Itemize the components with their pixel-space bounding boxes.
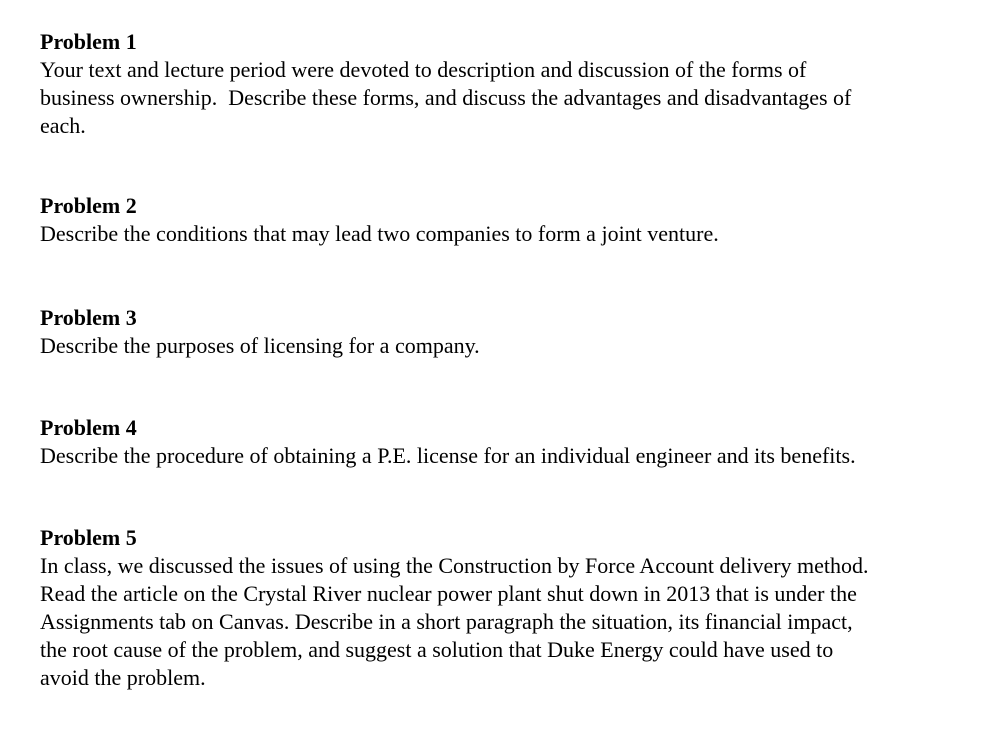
problem-4 — [40, 414, 970, 470]
problem-2-text — [40, 220, 970, 248]
problem-2 — [40, 192, 970, 248]
problem-5-line-2: Read the article on the Crystal River nuclear power plant shut down in 2013 that is under the — [40, 581, 857, 606]
problem-5-title: Problem 5 — [40, 525, 137, 550]
problem-1-line-3: each. — [40, 113, 86, 138]
problem-3-line-1: Describe the purposes of licensing for a company. — [40, 333, 480, 358]
problem-2-line-1: Describe the conditions that may lead two companies to form a joint venture. — [40, 221, 719, 246]
problem-2-title: Problem 2 — [40, 193, 137, 218]
problem-3-text — [40, 332, 970, 360]
problem-1 — [40, 28, 970, 140]
problem-4-text — [40, 442, 970, 470]
problem-5 — [40, 524, 970, 692]
problem-1-text — [40, 56, 970, 140]
problem-5-line-5: avoid the problem. — [40, 665, 206, 690]
problem-3 — [40, 304, 970, 360]
problem-1-line-2: business ownership. Describe these forms, and discuss the advantages and disadvantages of — [40, 85, 852, 110]
problem-1-title: Problem 1 — [40, 29, 137, 54]
problem-5-line-4: the root cause of the problem, and suggest a solution that Duke Energy could have used to — [40, 637, 834, 662]
problem-5-text — [40, 552, 970, 692]
problem-1-line-1: Your text and lecture period were devoted to description and discussion of the forms of — [40, 57, 807, 82]
problem-5-line-3: Assignments tab on Canvas. Describe in a short paragraph the situation, its financial impact, — [40, 609, 853, 634]
problem-3-title: Problem 3 — [40, 305, 137, 330]
problem-4-line-1: Describe the procedure of obtaining a P.E. license for an individual engineer and its benefits. — [40, 443, 856, 468]
problem-5-line-1: In class, we discussed the issues of using the Construction by Force Account delivery method. — [40, 553, 869, 578]
problem-4-title: Problem 4 — [40, 415, 137, 440]
